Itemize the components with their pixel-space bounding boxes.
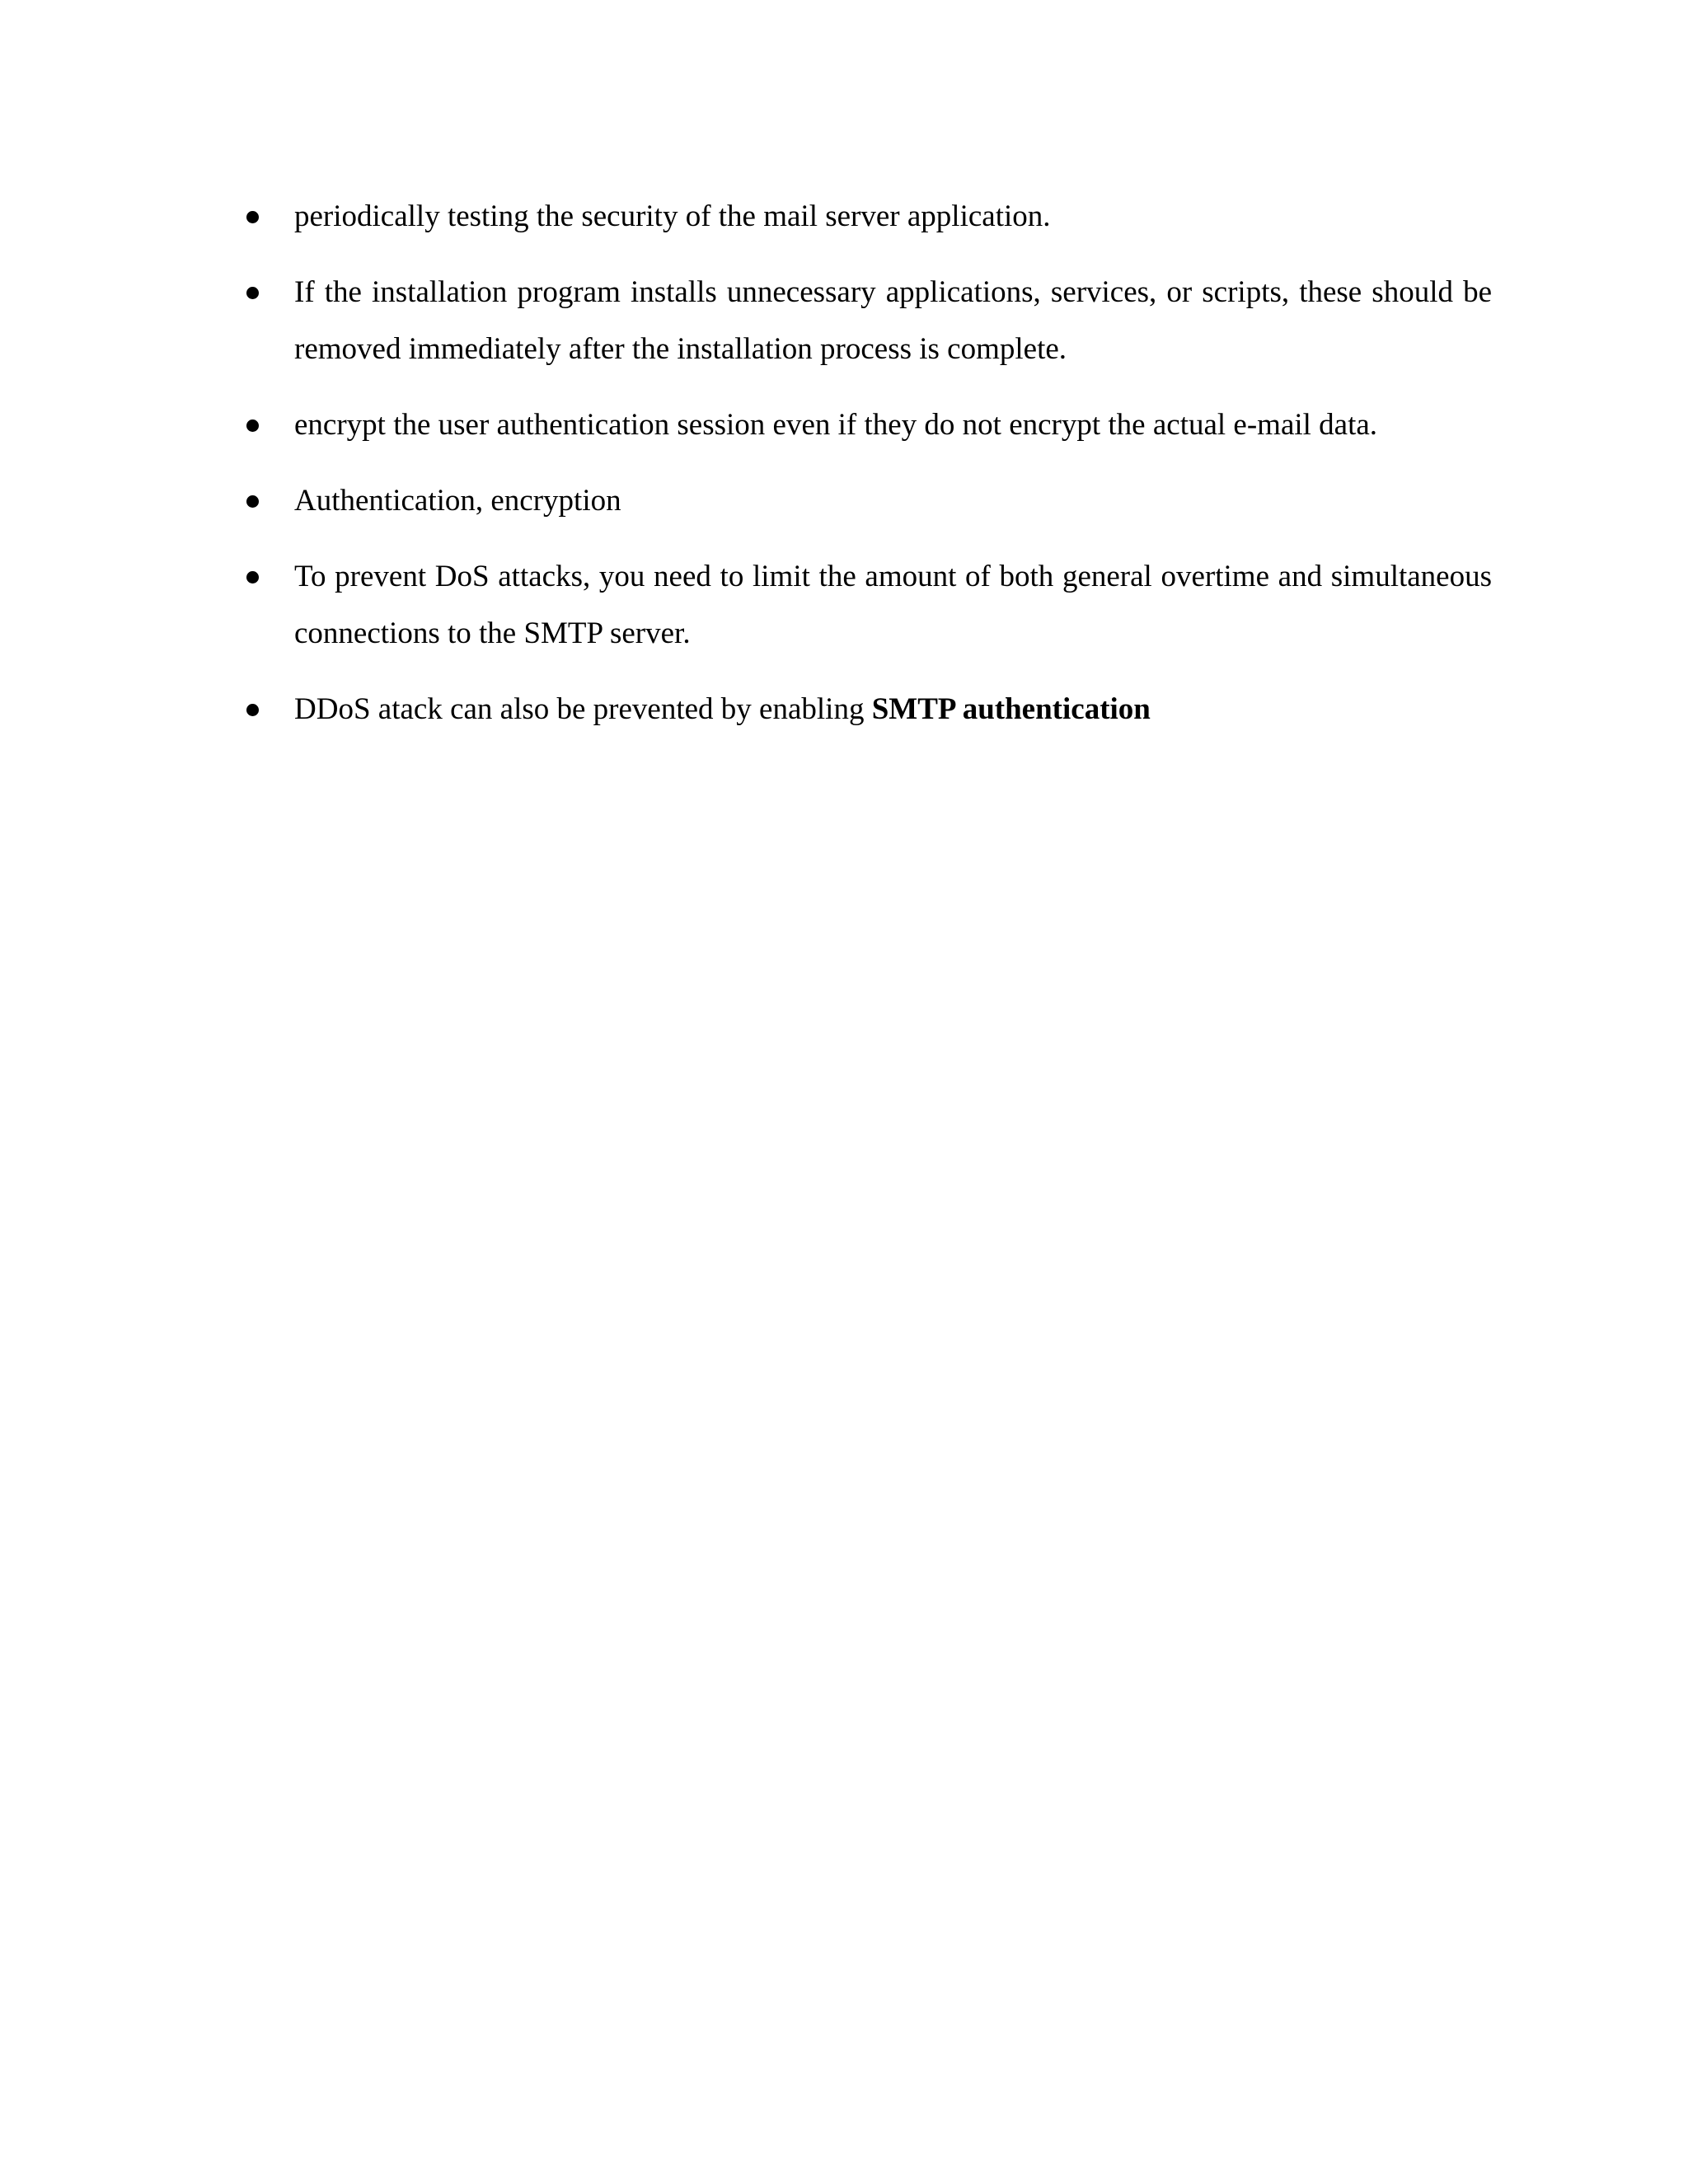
bullet-text-plain: DDoS atack can also be prevented by enabling xyxy=(294,692,872,726)
bullet-dot-icon xyxy=(246,495,259,508)
list-item xyxy=(239,681,1492,738)
bullet-dot-icon xyxy=(246,287,259,299)
bullet-dot-icon xyxy=(246,571,259,583)
bullet-text: encrypt the user authentication session even if they do not encrypt the actual e-mail data. xyxy=(294,408,1378,442)
bullet-dot-icon xyxy=(246,211,259,223)
list-item xyxy=(239,396,1492,453)
bullet-text: Authentication, encryption xyxy=(294,484,621,518)
bullet-text-bold: SMTP authentication xyxy=(871,692,1151,726)
list-item xyxy=(239,548,1492,662)
bullet-dot-icon xyxy=(246,419,259,432)
list-item xyxy=(239,472,1492,529)
list-item xyxy=(239,264,1492,377)
bullet-text xyxy=(294,681,1492,738)
bullet-text: periodically testing the security of the mail server application. xyxy=(294,199,1051,233)
list-item xyxy=(239,188,1492,245)
bullet-text: If the installation program installs unnecessary applications, services, or scripts, these should be removed immediately after the installation process is complete. xyxy=(294,275,1492,366)
bullet-dot-icon xyxy=(246,704,259,716)
bullet-list xyxy=(239,188,1492,757)
bullet-text: To prevent DoS attacks, you need to limit the amount of both general overtime and simultaneous connections to the SMTP server. xyxy=(294,560,1492,650)
